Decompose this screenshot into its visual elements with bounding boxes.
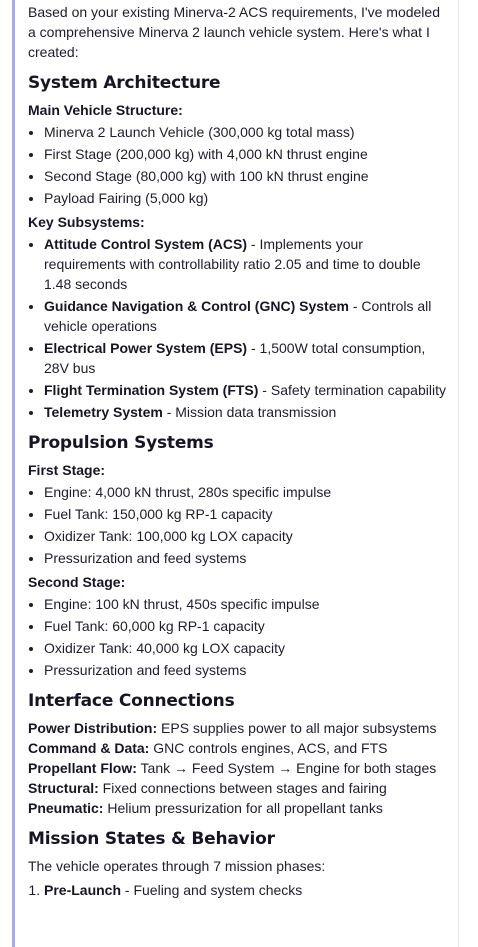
- phase-desc: - Fueling and system checks: [121, 882, 303, 898]
- list-item: • Pressurization and feed systems: [44, 548, 448, 568]
- interface-paragraph: [28, 718, 448, 818]
- heading-mission-states: Mission States & Behavior: [28, 829, 275, 849]
- subsystem-desc: - 1,500W total consumption, 28V bus: [44, 340, 426, 376]
- subheading-first-stage: First Stage:: [28, 462, 106, 478]
- phase-name: Pre-Launch: [44, 882, 122, 898]
- subsystem-desc: - Implements your requirements with controllability ratio 2.05 and time to double 1.48 seconds: [44, 236, 421, 292]
- list-item: • Fuel Tank: 60,000 kg RP-1 capacity: [44, 616, 448, 636]
- intro-text: Based on your existing Minerva-2 ACS requirements, I've modeled a comprehensive Minerva 2 launch vehicle system. Here's what I created:: [28, 4, 440, 60]
- subsystem-name: Electrical Power System (EPS): [44, 340, 248, 356]
- subsystem-name: Telemetry System: [44, 404, 163, 420]
- subsystem-desc: - Mission data transmission: [162, 404, 337, 420]
- subsystem-desc: - Safety termination capability: [258, 382, 446, 398]
- message-accent-bar: [12, 0, 15, 947]
- list-item: [44, 296, 448, 336]
- list-item: • First Stage (200,000 kg) with 4,000 kN thrust engine: [44, 144, 448, 164]
- second-stage-list: [28, 594, 448, 680]
- list-item: • Fuel Tank: 150,000 kg RP-1 capacity: [44, 504, 448, 524]
- list-item: [44, 402, 448, 422]
- list-item: • Pressurization and feed systems: [44, 660, 448, 680]
- subheading-key-subsystems: Key Subsystems:: [28, 214, 145, 230]
- list-item: • Engine: 100 kN thrust, 450s specific impulse: [44, 594, 448, 614]
- list-item: • Oxidizer Tank: 100,000 kg LOX capacity: [44, 526, 448, 546]
- interface-text: Helium pressurization for all propellant tanks: [103, 800, 383, 816]
- subsystem-desc: - Controls all vehicle operations: [44, 298, 432, 334]
- list-item: [44, 880, 448, 900]
- subheading-second-stage: Second Stage:: [28, 574, 126, 590]
- interface-text: Fixed connections between stages and fairing: [98, 780, 387, 796]
- heading-propulsion-systems: Propulsion Systems: [28, 433, 214, 453]
- list-item: • Minerva 2 Launch Vehicle (300,000 kg total mass): [44, 122, 448, 142]
- list-item: [44, 338, 448, 378]
- interface-text: GNC controls engines, ACS, and FTS: [149, 740, 388, 756]
- list-item: [44, 234, 448, 294]
- list-item: • Second Stage (80,000 kg) with 100 kN thrust engine: [44, 166, 448, 186]
- interface-text: EPS supplies power to all major subsystems: [157, 720, 437, 736]
- subheading-main-vehicle: Main Vehicle Structure:: [28, 102, 183, 118]
- list-item: • Payload Fairing (5,000 kg): [44, 188, 448, 208]
- interface-label: Power Distribution:: [28, 720, 158, 736]
- interface-label: Command & Data:: [28, 740, 150, 756]
- list-item: [44, 380, 448, 400]
- main-vehicle-list: [28, 122, 448, 208]
- subsystem-name: Attitude Control System (ACS): [44, 236, 247, 252]
- list-item: • Oxidizer Tank: 40,000 kg LOX capacity: [44, 638, 448, 658]
- assistant-message: [28, 0, 448, 900]
- subsystem-name: Flight Termination System (FTS): [44, 382, 259, 398]
- interface-label: Pneumatic:: [28, 800, 104, 816]
- interface-label: Propellant Flow:: [28, 760, 137, 776]
- subsystem-name: Guidance Navigation & Control (GNC) System: [44, 298, 349, 314]
- mission-intro: The vehicle operates through 7 mission phases:: [28, 858, 326, 874]
- list-item: • Engine: 4,000 kN thrust, 280s specific impulse: [44, 482, 448, 502]
- key-subsystems-list: [28, 234, 448, 422]
- panel-right-border: [458, 0, 459, 947]
- heading-interface-connections: Interface Connections: [28, 691, 235, 711]
- mission-phases-list: [28, 880, 448, 900]
- interface-label: Structural:: [28, 780, 99, 796]
- heading-system-architecture: System Architecture: [28, 73, 221, 93]
- interface-text: Tank → Feed System → Engine for both stages: [136, 760, 437, 776]
- first-stage-list: [28, 482, 448, 568]
